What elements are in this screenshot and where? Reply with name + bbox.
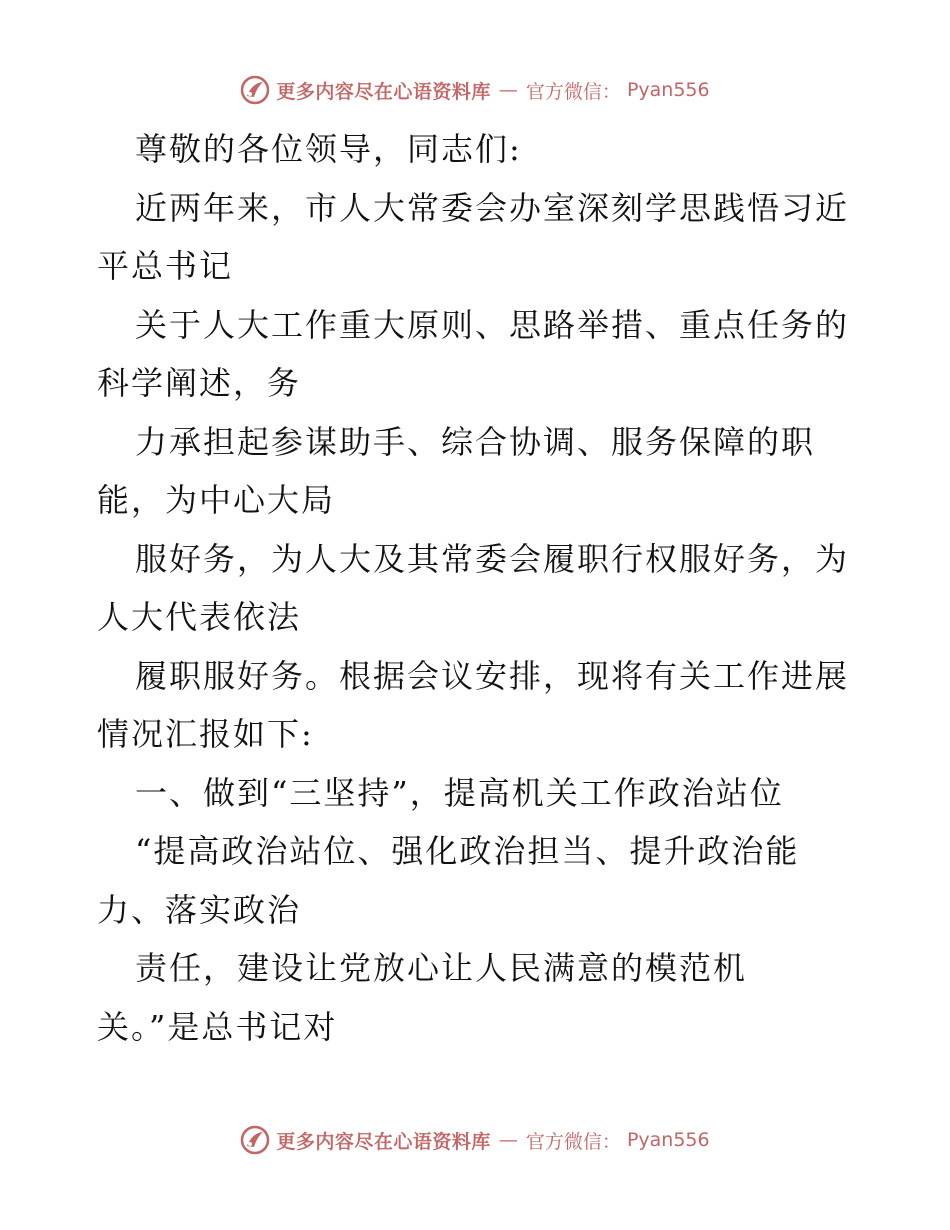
logo-icon	[240, 1125, 270, 1155]
header-watermark	[0, 70, 950, 110]
paragraph-line: 人大代表依法	[97, 598, 302, 636]
logo-icon	[240, 75, 270, 105]
footer-watermark	[0, 1120, 950, 1160]
watermark-wechat-id: Pyan556	[626, 79, 710, 101]
section-heading: 一、做到“三坚持”，提高机关工作政治站位	[135, 773, 784, 812]
paragraph-line: 服好务，为人大及其常委会履职行权服好务，为	[135, 539, 850, 578]
paragraph-line: 责任，建设让党放心让人民满意的模范机	[135, 949, 748, 987]
paragraph-line: 近两年来，市人大常委会办室深刻学思践悟习近	[135, 188, 850, 227]
watermark-brand-text: 更多内容尽在心语资料库	[276, 80, 491, 103]
paragraph-line: 力、落实政治	[97, 890, 302, 929]
watermark-separator: —	[498, 79, 518, 101]
paragraph-line: 关。”是总书记对	[97, 1007, 338, 1046]
watermark-brand-text: 更多内容尽在心语资料库	[276, 1130, 491, 1153]
greeting-line: 尊敬的各位领导，同志们:	[135, 130, 522, 168]
watermark-wechat-label: 官方微信：	[525, 1130, 621, 1153]
document-body	[97, 120, 857, 1056]
paragraph-line: 平总书记	[97, 247, 234, 285]
watermark-wechat-id: Pyan556	[626, 1129, 710, 1151]
paragraph-line: 能，为中心大局	[97, 481, 336, 519]
paragraph-line: 履职服好务。根据会议安排，现将有关工作进展	[135, 656, 850, 695]
paragraph-line: “提高政治站位、强化政治担当、提升政治能	[135, 832, 800, 870]
watermark-separator: —	[498, 1129, 518, 1151]
paragraph-line: 力承担起参谋助手、综合协调、服务保障的职	[135, 422, 816, 461]
paragraph-line: 关于人大工作重大原则、思路举措、重点任务的	[135, 305, 850, 344]
paragraph-line: 科学阐述，务	[97, 364, 302, 402]
watermark-wechat-label: 官方微信：	[525, 80, 621, 103]
paragraph-line: 情况汇报如下:	[97, 715, 314, 753]
